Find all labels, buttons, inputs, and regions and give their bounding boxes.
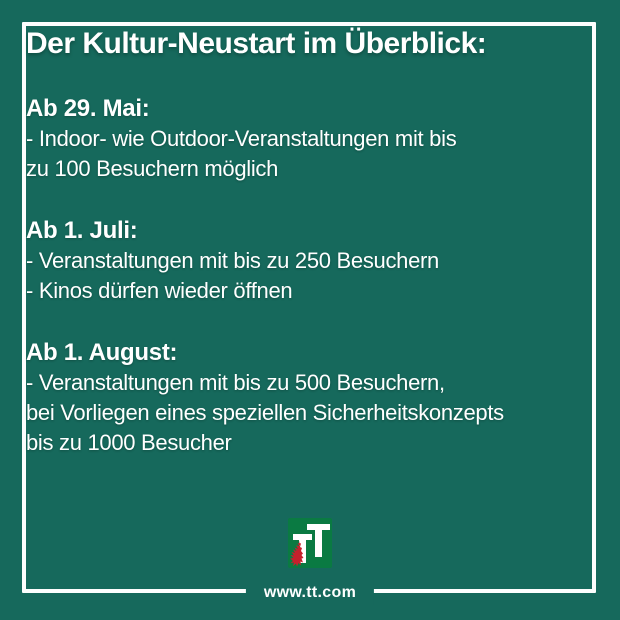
section-line: - Kinos dürfen wieder öffnen: [26, 278, 293, 303]
section-august: [26, 338, 594, 458]
section-line: bis zu 1000 Besucher: [26, 430, 232, 455]
section-line: - Veranstaltungen mit bis zu 500 Besuchern,: [26, 370, 445, 395]
page-title: Der Kultur-Neustart im Überblick:: [26, 27, 487, 60]
section-heading: Ab 1. August:: [26, 339, 178, 366]
tt-logo-icon: [288, 518, 332, 568]
section-july: [26, 216, 594, 306]
section-may: [26, 94, 594, 184]
section-line: - Indoor- wie Outdoor-Veranstaltungen mit bis: [26, 126, 457, 151]
card-content: [26, 26, 594, 458]
section-line: zu 100 Besuchern möglich: [26, 156, 279, 181]
section-line: bei Vorliegen eines speziellen Sicherheitskonzepts: [26, 400, 504, 425]
section-line: - Veranstaltungen mit bis zu 250 Besuchern: [26, 248, 439, 273]
tt-logo: [288, 518, 332, 568]
section-heading: Ab 1. Juli:: [26, 217, 138, 244]
section-heading: Ab 29. Mai:: [26, 95, 150, 122]
website-url: www.tt.com: [246, 581, 374, 605]
